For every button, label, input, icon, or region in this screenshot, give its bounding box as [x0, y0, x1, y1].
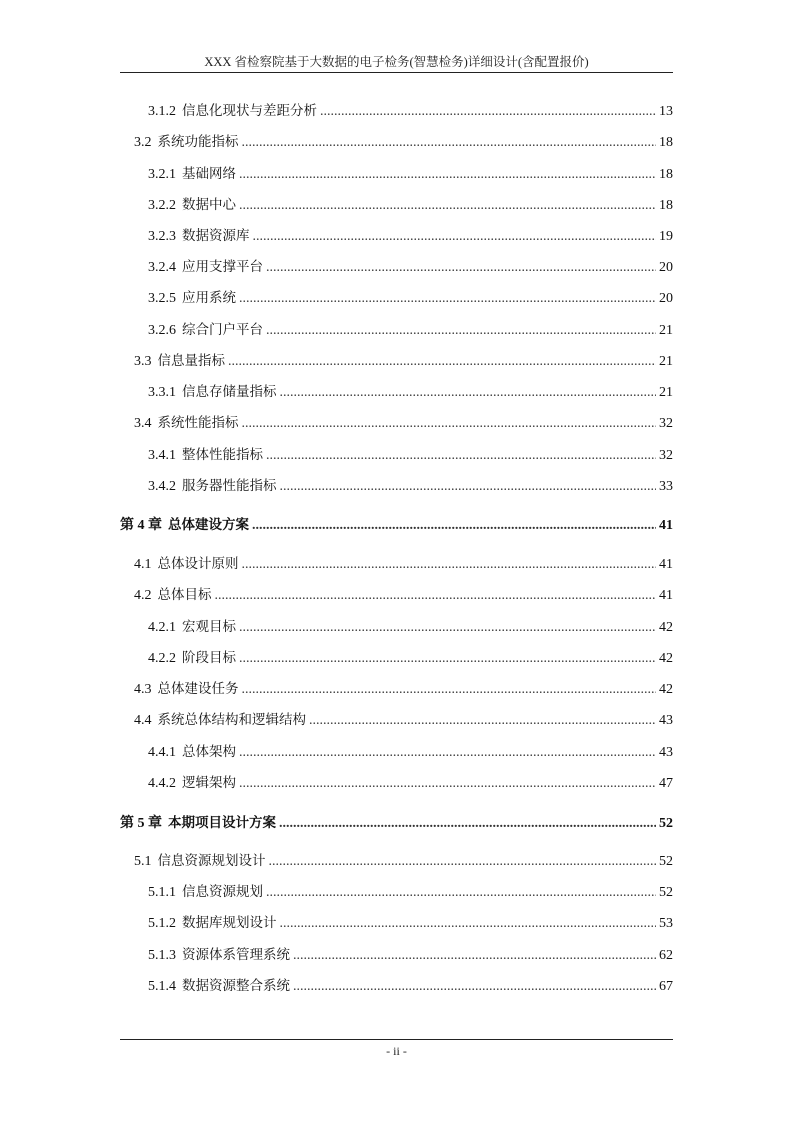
- toc-entry-3-4-2[interactable]: [148, 476, 673, 496]
- toc-leader-dots: [239, 165, 656, 185]
- toc-entry-page: 21: [659, 354, 673, 369]
- toc-entry-number: 3.2.5: [148, 291, 176, 306]
- toc-entry-3-2-1[interactable]: [148, 164, 673, 184]
- toc-entry-page: 43: [659, 713, 673, 728]
- toc-entry-title: 信息量指标: [157, 353, 225, 369]
- toc-entry-title: 整体性能指标: [182, 447, 263, 463]
- toc-entry-4-4-2[interactable]: [148, 773, 673, 793]
- footer-divider: [120, 1039, 673, 1040]
- toc-entry-chapter-4[interactable]: [120, 515, 673, 535]
- toc-entry-5-1-4[interactable]: [148, 976, 673, 996]
- toc-entry-page: 32: [659, 416, 673, 431]
- toc-entry-number: 3.4.2: [148, 479, 176, 494]
- toc-entry-page: 62: [659, 948, 673, 963]
- toc-entry-page: 42: [659, 620, 673, 635]
- toc-entry-number: 3.3: [134, 354, 152, 369]
- toc-entry-page: 18: [659, 135, 673, 150]
- toc-leader-dots: [280, 914, 657, 934]
- toc-entry-title: 信息存储量指标: [182, 384, 277, 400]
- toc-leader-dots: [320, 102, 656, 122]
- toc-entry-4-4-1[interactable]: [148, 742, 673, 762]
- toc-entry-page: 41: [659, 518, 673, 533]
- toc-leader-dots: [239, 774, 656, 794]
- toc-entry-title: 总体建设任务: [157, 681, 239, 697]
- toc-leader-dots: [266, 883, 656, 903]
- toc-entry-3-2-3[interactable]: [148, 226, 673, 246]
- toc-entry-page: 18: [659, 198, 673, 213]
- toc-entry-page: 21: [659, 385, 673, 400]
- toc-leader-dots: [253, 227, 657, 247]
- toc-entry-page: 52: [659, 816, 673, 831]
- toc-leader-dots: [239, 618, 656, 638]
- toc-entry-number: 4.2: [134, 588, 152, 603]
- toc-entry-number: 3.2.3: [148, 229, 176, 244]
- toc-entry-number: 4.2.1: [148, 620, 176, 635]
- toc-entry-title: 总体架构: [182, 744, 236, 760]
- toc-entry-number: 第 4 章: [120, 518, 162, 533]
- toc-entry-number: 4.4.2: [148, 776, 176, 791]
- toc-entry-title: 综合门户平台: [182, 322, 263, 338]
- toc-entry-number: 3.4: [134, 416, 152, 431]
- toc-leader-dots: [242, 555, 657, 575]
- toc-leader-dots: [239, 649, 656, 669]
- toc-entry-page: 20: [659, 260, 673, 275]
- toc-entry-page: 41: [659, 557, 673, 572]
- toc-entry-title: 系统功能指标: [157, 134, 239, 150]
- toc-leader-dots: [266, 446, 656, 466]
- toc-entry-number: 3.2.2: [148, 198, 176, 213]
- toc-entry-title: 系统性能指标: [157, 415, 239, 431]
- toc-entry-5-1-3[interactable]: [148, 945, 673, 965]
- toc-entry-number: 3.4.1: [148, 448, 176, 463]
- toc-leader-dots: [228, 352, 656, 372]
- toc-entry-number: 第 5 章: [120, 816, 162, 831]
- toc-entry-number: 5.1.3: [148, 948, 176, 963]
- toc-entry-number: 4.1: [134, 557, 152, 572]
- toc-entry-3-3-1[interactable]: [148, 382, 673, 402]
- toc-entry-4-2-2[interactable]: [148, 648, 673, 668]
- toc-entry-page: 21: [659, 323, 673, 338]
- toc-entry-number: 3.2.6: [148, 323, 176, 338]
- toc-entry-page: 19: [659, 229, 673, 244]
- toc-entry-3-2[interactable]: [134, 132, 673, 152]
- toc-entry-page: 53: [659, 916, 673, 931]
- toc-entry-number: 3.1.2: [148, 104, 176, 119]
- toc-entry-3-1-2[interactable]: [148, 101, 673, 121]
- toc-entry-4-1[interactable]: [134, 554, 673, 574]
- toc-entry-chapter-5[interactable]: [120, 813, 673, 833]
- toc-entry-3-4[interactable]: [134, 413, 673, 433]
- toc-entry-title: 总体设计原则: [157, 556, 239, 572]
- toc-entry-page: 18: [659, 167, 673, 182]
- toc-entry-title: 总体建设方案: [168, 517, 249, 533]
- toc-entry-number: 5.1.1: [148, 885, 176, 900]
- toc-entry-number: 3.3.1: [148, 385, 176, 400]
- toc-leader-dots: [239, 196, 656, 216]
- toc-entry-title: 应用系统: [182, 290, 236, 306]
- page-header: XXX 省检察院基于大数据的电子检务(智慧检务)详细设计(含配置报价): [204, 55, 589, 69]
- toc-entry-page: 52: [659, 854, 673, 869]
- toc-entry-title: 逻辑架构: [182, 775, 236, 791]
- toc-entry-number: 5.1: [134, 854, 152, 869]
- toc-entry-5-1-2[interactable]: [148, 913, 673, 933]
- toc-entry-page: 20: [659, 291, 673, 306]
- toc-entry-page: 42: [659, 651, 673, 666]
- toc-leader-dots: [266, 321, 656, 341]
- toc-entry-title: 应用支撑平台: [182, 259, 263, 275]
- toc-entry-page: 41: [659, 588, 673, 603]
- page-number: - ii -: [386, 1044, 407, 1058]
- toc-entry-3-2-6[interactable]: [148, 320, 673, 340]
- toc-leader-dots: [242, 680, 657, 700]
- toc-leader-dots: [242, 133, 657, 153]
- toc-leader-dots: [279, 814, 656, 834]
- toc-entry-number: 4.2.2: [148, 651, 176, 666]
- toc-entry-page: 13: [659, 104, 673, 119]
- toc-leader-dots: [242, 414, 657, 434]
- toc-entry-page: 43: [659, 745, 673, 760]
- toc-entry-title: 信息化现状与差距分析: [182, 103, 317, 119]
- toc-entry-page: 33: [659, 479, 673, 494]
- toc-leader-dots: [215, 586, 657, 606]
- toc-entry-title: 信息资源规划设计: [157, 853, 266, 869]
- toc-leader-dots: [269, 852, 657, 872]
- toc-entry-title: 数据中心: [182, 197, 236, 213]
- toc-entry-title: 信息资源规划: [182, 884, 263, 900]
- toc-entry-title: 系统总体结构和逻辑结构: [157, 712, 306, 728]
- toc-leader-dots: [309, 711, 656, 731]
- toc-entry-title: 数据资源库: [182, 228, 250, 244]
- toc-entry-title: 数据库规划设计: [182, 915, 277, 931]
- toc-entry-5-1-1[interactable]: [148, 882, 673, 902]
- toc-leader-dots: [239, 743, 656, 763]
- toc-entry-3-4-1[interactable]: [148, 445, 673, 465]
- toc-entry-4-2-1[interactable]: [148, 617, 673, 637]
- toc-entry-title: 服务器性能指标: [182, 478, 277, 494]
- toc-entry-page: 47: [659, 776, 673, 791]
- toc-entry-title: 数据资源整合系统: [182, 978, 290, 994]
- toc-entry-4-3[interactable]: [134, 679, 673, 699]
- toc-entry-number: 3.2: [134, 135, 152, 150]
- toc-leader-dots: [280, 383, 657, 403]
- toc-entry-page: 67: [659, 979, 673, 994]
- toc-entry-5-1[interactable]: [134, 851, 673, 871]
- toc-entry-page: 52: [659, 885, 673, 900]
- toc-entry-4-2[interactable]: [134, 585, 673, 605]
- toc-leader-dots: [293, 946, 656, 966]
- toc-entry-number: 4.3: [134, 682, 152, 697]
- toc-entry-3-2-4[interactable]: [148, 257, 673, 277]
- toc-entry-page: 42: [659, 682, 673, 697]
- toc-entry-title: 阶段目标: [182, 650, 236, 666]
- toc-entry-number: 4.4: [134, 713, 152, 728]
- toc-entry-3-2-5[interactable]: [148, 288, 673, 308]
- toc-entry-number: 5.1.2: [148, 916, 176, 931]
- toc-entry-number: 5.1.4: [148, 979, 176, 994]
- toc-entry-title: 资源体系管理系统: [182, 947, 290, 963]
- toc-entry-4-4[interactable]: [134, 710, 673, 730]
- toc-leader-dots: [239, 289, 656, 309]
- toc-entry-number: 4.4.1: [148, 745, 176, 760]
- toc-leader-dots: [252, 516, 656, 536]
- toc-entry-number: 3.2.4: [148, 260, 176, 275]
- toc-leader-dots: [293, 977, 656, 997]
- toc-entry-title: 本期项目设计方案: [168, 815, 276, 831]
- toc-entry-title: 宏观目标: [182, 619, 236, 635]
- toc-entry-3-2-2[interactable]: [148, 195, 673, 215]
- toc-entry-title: 总体目标: [157, 587, 212, 603]
- toc-entry-3-3[interactable]: [134, 351, 673, 371]
- toc-leader-dots: [266, 258, 656, 278]
- toc-entry-page: 32: [659, 448, 673, 463]
- toc-entry-number: 3.2.1: [148, 167, 176, 182]
- toc-entry-title: 基础网络: [182, 166, 236, 182]
- toc-leader-dots: [280, 477, 657, 497]
